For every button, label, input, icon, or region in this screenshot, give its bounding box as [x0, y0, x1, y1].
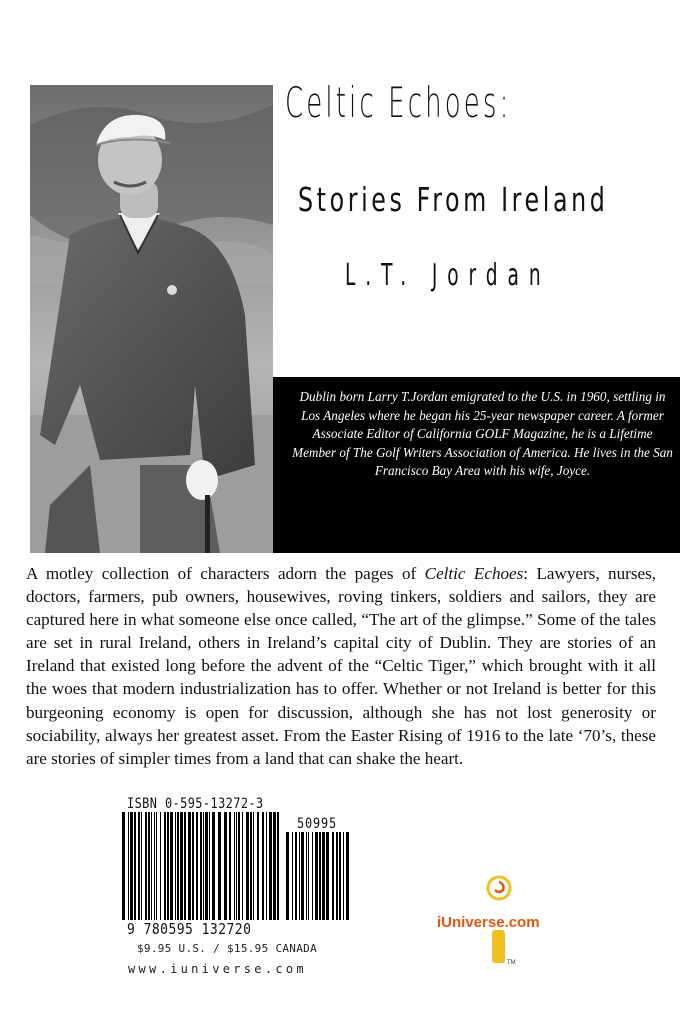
isbn-barcode: [122, 812, 282, 920]
barcode-bar: [196, 812, 198, 920]
barcode-bar: [229, 812, 231, 920]
barcode-bar: [277, 812, 279, 920]
barcode-bar: [151, 812, 152, 920]
barcode-bar: [257, 812, 259, 920]
blurb-lead: A motley collection of characters adorn the pages of: [26, 564, 425, 583]
barcode-bar: [308, 832, 309, 920]
barcode-bar: [253, 812, 254, 920]
barcode-bar: [148, 812, 150, 920]
barcode-bar: [188, 812, 191, 920]
author-bio: Dublin born Larry T.Jordan emigrated to the U.S. in 1960, settling in Los Angeles where he began his 25-year newspaper career. A former Associate Editor of California GOLF Magazine, he is a Lifetime Member of The Golf Writers Association of America. He lives in the San Francisco Bay Area with his wife, Joyce.: [292, 389, 673, 479]
barcode-bar: [343, 832, 344, 920]
barcode-addon-number: 50995: [297, 816, 338, 832]
barcode-bar: [145, 812, 147, 920]
barcode-bar: [299, 832, 300, 920]
barcode-bar: [180, 812, 183, 920]
barcode-bar: [138, 812, 140, 920]
barcode-bar: [184, 812, 186, 920]
barcode-bar: [122, 812, 125, 920]
barcode-bar: [306, 832, 307, 920]
barcode-bar: [134, 812, 136, 920]
barcode-bar: [236, 812, 237, 920]
barcode-bar: [205, 812, 208, 920]
book-title: Celtic Echoes:: [285, 78, 512, 127]
barcode-bar: [346, 832, 349, 920]
barcode-bar: [339, 832, 341, 920]
barcode-bar: [336, 832, 338, 920]
barcode-bar: [218, 812, 221, 920]
barcode-bar: [273, 812, 276, 920]
barcode-bar: [154, 812, 155, 920]
blurb-title-italic: Celtic Echoes: [424, 564, 524, 583]
barcode-bar: [164, 812, 166, 920]
barcode-bar: [312, 832, 313, 920]
barcode-bar: [156, 812, 157, 920]
isbn-label: ISBN 0-595-13272-3: [127, 796, 264, 812]
author-photo: [30, 85, 273, 553]
logo-tm: TM: [507, 960, 516, 966]
barcode-bar: [242, 812, 243, 920]
blurb-rest: : Lawyers, nurses, doctors, farmers, pub owners, housewives, roving tinkers, soldiers and sailors, they are captured here in what someone else once called, “The art of the glimpse.” Some of the tales are set in rural Ireland, others in Ireland’s capital city of Dublin. They are stories of an Ireland that existed long before the advent of the “Celtic Tiger,” which brought with it all the woes that modern industrialization has to offer. Whether or not Ireland is better for this burgeoning economy is open for discussion, although she has not lost generosity or sociability, always her greatest asset. From the Easter Rising of 1916 to the late ‘70’s, these are stories of simpler times from a land that can shake the heart.: [26, 564, 656, 768]
barcode-bar: [128, 812, 129, 920]
book-blurb: [26, 562, 656, 770]
barcode-bar: [175, 812, 176, 920]
barcode-bar: [167, 812, 169, 920]
publisher-name: iUniverse.com: [437, 914, 540, 931]
barcode-digits: 9 780595 132720: [127, 920, 252, 938]
barcode-bar: [209, 812, 210, 920]
barcode-bar: [295, 832, 297, 920]
barcode-bar: [238, 812, 240, 920]
barcode-bar: [322, 832, 325, 920]
barcode-bar: [262, 812, 264, 920]
barcode-bar: [192, 812, 194, 920]
barcode-bar: [301, 832, 304, 920]
barcode-bar: [286, 832, 289, 920]
barcode-bar: [160, 812, 161, 920]
price-barcode: [286, 832, 351, 920]
website-url: www.iuniverse.com: [128, 962, 307, 976]
barcode-bar: [326, 832, 329, 920]
book-subtitle: Stories From Ireland: [298, 180, 609, 219]
barcode-bar: [250, 812, 252, 920]
barcode-bar: [177, 812, 179, 920]
barcode-bar: [224, 812, 227, 920]
barcode-bar: [319, 832, 321, 920]
barcode-bar: [203, 812, 204, 920]
barcode-bar: [266, 812, 267, 920]
barcode-bar: [292, 832, 293, 920]
barcode-bar: [212, 812, 215, 920]
barcode-bar: [234, 812, 235, 920]
barcode-bar: [269, 812, 272, 920]
barcode-bar: [246, 812, 249, 920]
barcode-bar: [315, 832, 318, 920]
barcode-bar: [200, 812, 202, 920]
barcode-bar: [130, 812, 133, 920]
barcode-bar: [141, 812, 142, 920]
barcode-bar: [170, 812, 173, 920]
price-label: $9.95 U.S. / $15.95 CANADA: [137, 942, 317, 955]
barcode-bar: [332, 832, 334, 920]
book-author: L.T. Jordan: [345, 258, 551, 293]
